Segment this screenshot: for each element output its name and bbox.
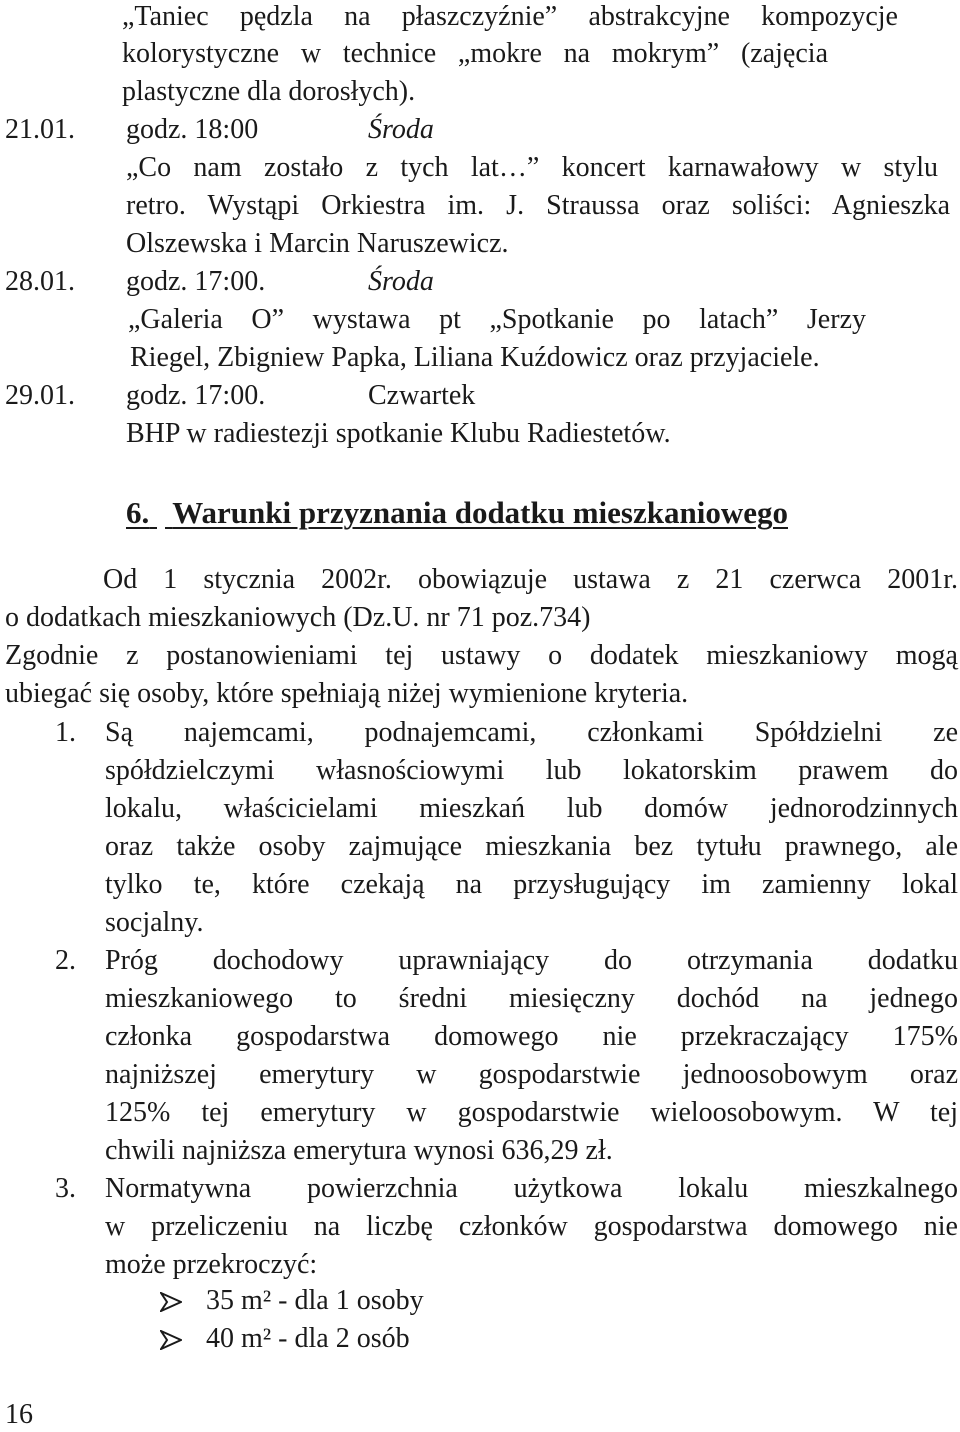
event-text-line: BHP w radiestezji spotkanie Klubu Radiestetów. bbox=[126, 418, 671, 449]
arrowhead-bullet-icon bbox=[160, 1330, 182, 1350]
list-item-number: 3. bbox=[55, 1173, 76, 1204]
intro-line: Zgodnie z postanowieniami tej ustawy o dodatek mieszkaniowy mogą bbox=[5, 640, 958, 671]
list-item-line: Są najemcami, podnajemcami, członkami Spółdzielni ze bbox=[105, 717, 958, 748]
list-item-number: 1. bbox=[55, 717, 76, 748]
bullet-item: 35 m² - dla 1 osoby bbox=[206, 1285, 424, 1316]
list-item-line: tylko te, które czekają na przysługujący im zamienny lokal bbox=[105, 869, 958, 900]
list-item-line: Normatywna powierzchnia użytkowa lokalu mieszkalnego bbox=[105, 1173, 958, 1204]
list-item-line: mieszkaniowego to średni miesięczny dochód na jednego bbox=[105, 983, 958, 1014]
event-text-line: Olszewska i Marcin Naruszewicz. bbox=[126, 228, 509, 259]
event-text-line: kolorystyczne w technice „mokre na mokrym” (zajęcia bbox=[122, 38, 828, 69]
list-item-line: najniższej emerytury w gospodarstwie jednoosobowym oraz bbox=[105, 1059, 958, 1090]
intro-line: ubiegać się osoby, które spełniają niżej wymienione kryteria. bbox=[5, 678, 689, 709]
section-title: Warunki przyznania dodatku mieszkaniowego bbox=[172, 495, 788, 530]
event-day: Środa bbox=[368, 266, 434, 297]
intro-line: Od 1 stycznia 2002r. obowiązuje ustawa z 21 czerwca 2001r. bbox=[103, 564, 958, 595]
event-date: 29.01. bbox=[5, 380, 75, 411]
list-item-number: 2. bbox=[55, 945, 76, 976]
intro-line: o dodatkach mieszkaniowych (Dz.U. nr 71 poz.734) bbox=[5, 602, 591, 633]
event-text-line: retro. Wystąpi Orkiestra im. J. Straussa oraz soliści: Agnieszka bbox=[126, 190, 950, 221]
section-number: 6. bbox=[126, 495, 150, 530]
list-item-line: socjalny. bbox=[105, 907, 204, 938]
page-number: 16 bbox=[5, 1399, 33, 1430]
list-item-line: może przekroczyć: bbox=[105, 1249, 318, 1280]
event-day: Czwartek bbox=[368, 380, 476, 411]
event-date: 28.01. bbox=[5, 266, 75, 297]
event-time: godz. 17:00. bbox=[126, 266, 266, 297]
event-text-line: Riegel, Zbigniew Papka, Liliana Kuźdowicz oraz przyjaciele. bbox=[130, 342, 820, 373]
event-text-line: „Taniec pędzla na płaszczyźnie” abstrakcyjne kompozycje bbox=[122, 1, 898, 32]
section-heading bbox=[126, 496, 788, 530]
arrowhead-bullet-icon bbox=[160, 1292, 182, 1312]
event-date: 21.01. bbox=[5, 114, 75, 145]
list-item-line: w przeliczeniu na liczbę członków gospodarstwa domowego nie bbox=[105, 1211, 958, 1242]
list-item-line: chwili najniższa emerytura wynosi 636,29 zł. bbox=[105, 1135, 613, 1166]
list-item-line: spółdzielczymi własnościowymi lub lokatorskim prawem do bbox=[105, 755, 958, 786]
list-item-line: Próg dochodowy uprawniający do otrzymania dodatku bbox=[105, 945, 958, 976]
bullet-item: 40 m² - dla 2 osób bbox=[206, 1323, 410, 1354]
event-text-line: „Co nam zostało z tych lat…” koncert karnawałowy w stylu bbox=[126, 152, 938, 183]
event-time: godz. 17:00. bbox=[126, 380, 266, 411]
event-time: godz. 18:00 bbox=[126, 114, 259, 145]
event-day: Środa bbox=[368, 114, 434, 145]
list-item-line: członka gospodarstwa domowego nie przekraczający 175% bbox=[105, 1021, 958, 1052]
event-text-line: „Galeria O” wystawa pt „Spotkanie po latach” Jerzy bbox=[128, 304, 866, 335]
list-item-line: 125% tej emerytury w gospodarstwie wieloosobowym. W tej bbox=[105, 1097, 958, 1128]
event-text-line: plastyczne dla dorosłych). bbox=[122, 76, 416, 107]
list-item-line: oraz także osoby zajmujące mieszkania bez tytułu prawnego, ale bbox=[105, 831, 958, 862]
list-item-line: lokalu, właścicielami mieszkań lub domów jednorodzinnych bbox=[105, 793, 958, 824]
